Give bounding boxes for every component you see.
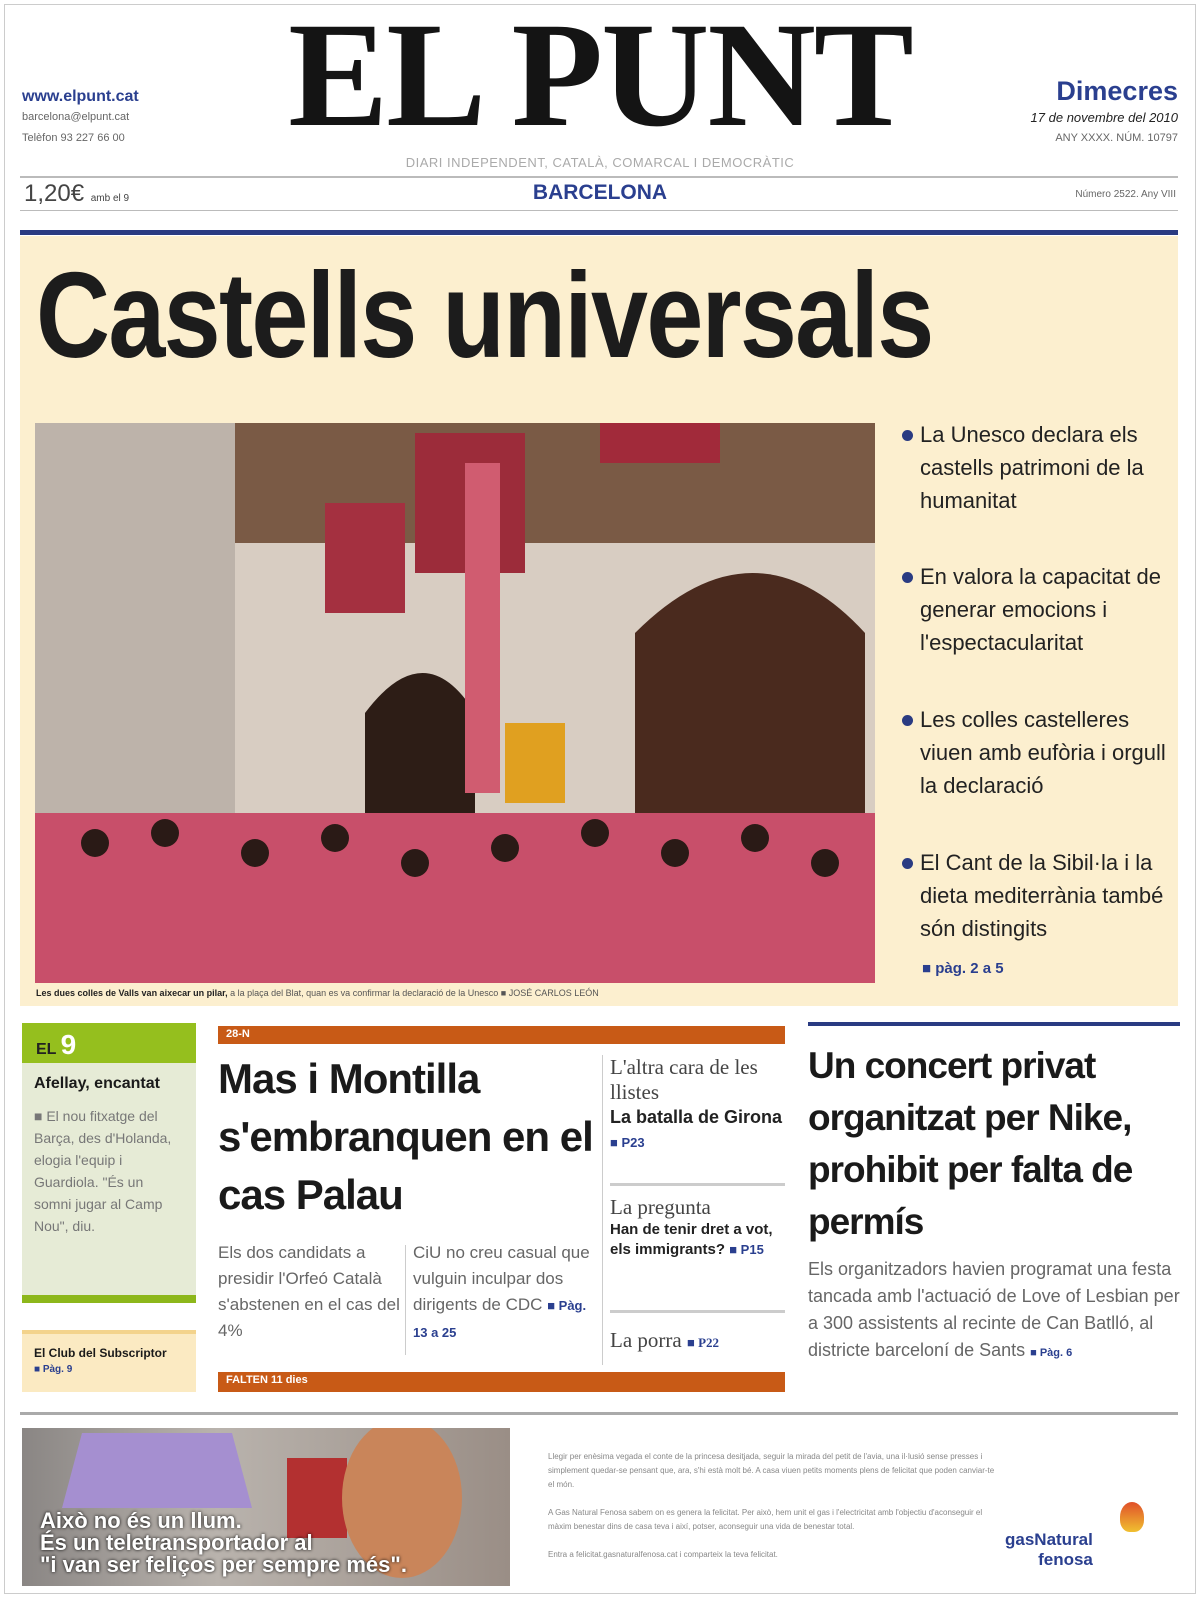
- date: 17 de novembre del 2010: [1030, 110, 1178, 125]
- nike-body: Els organitzadors havien programat una festa tancada amb l'actuació de Love of Lesbian per a 300 assistents al recinte de Can Batlló, al districte barceloní de Sants: [808, 1259, 1180, 1360]
- countdown-bar: FALTEN 11 dies: [218, 1372, 785, 1392]
- side-kicker: La porra: [610, 1328, 682, 1352]
- divider: [610, 1310, 785, 1313]
- gas-natural-logo: [1005, 1530, 1093, 1570]
- ad-slogan-1: Això no és un llum.: [40, 1508, 242, 1533]
- lead-page-ref[interactable]: ■ pàg. 2 a 5: [922, 960, 1004, 977]
- website-link[interactable]: www.elpunt.cat: [22, 88, 139, 105]
- ad-slogan: [40, 1510, 407, 1576]
- el9-box[interactable]: [22, 1023, 196, 1303]
- side-title: Han de tenir dret a vot, els immigrants?: [610, 1221, 773, 1258]
- email: barcelona@elpunt.cat: [22, 111, 130, 123]
- el9-header: [22, 1023, 196, 1063]
- side-title: La batalla de Girona: [610, 1107, 783, 1127]
- caption-text: a la plaça del Blat, quan es va confirmar la declaració de la Unesco ■: [227, 988, 507, 998]
- contact-info: [22, 86, 139, 149]
- divider: [20, 176, 1178, 178]
- issue-number: ANY XXXX. NÚM. 10797: [1055, 132, 1178, 144]
- photo-credit: JOSÉ CARLOS LEÓN: [506, 988, 599, 998]
- lead-bullet: El Cant de la Sibil·la i la dieta mediterrània també són distingits: [900, 846, 1175, 945]
- phone: Telèfon 93 227 66 00: [22, 132, 125, 144]
- politics-sub2: [413, 1240, 598, 1346]
- price: [24, 180, 129, 208]
- lead-headline[interactable]: Castells universals: [36, 247, 933, 383]
- lead-bullet: Les colles castelleres viuen amb eufòria i orgull la declaració: [900, 703, 1175, 802]
- politics-sub1: Els dos candidats a presidir l'Orfeó Català s'abstenen en el cas del 4%: [218, 1243, 400, 1340]
- side-kicker: L'altra cara de les llistes: [610, 1055, 758, 1104]
- sub2-text: CiU no creu casual que vulguin inculpar dos dirigents de CDC: [413, 1243, 590, 1314]
- ad-slogan-2: És un teletransportador al: [40, 1530, 313, 1555]
- photo-caption: [36, 988, 599, 998]
- date-info: [1031, 74, 1178, 148]
- divider: [20, 210, 1178, 211]
- politics-headline[interactable]: Mas i Montilla s'embranquen en el cas Palau: [218, 1055, 593, 1218]
- brand-line-1: gasNatural: [1005, 1530, 1093, 1549]
- caption-lead: Les dues colles de Valls van aixecar un pilar,: [36, 988, 228, 998]
- brand-line-2: fenosa: [1038, 1550, 1093, 1569]
- side-item[interactable]: [610, 1328, 785, 1355]
- divider: [20, 1412, 1178, 1415]
- ad-copy-2: A Gas Natural Fenosa sabem on es genera la felicitat. Per això, hem unit el gas i l'electricitat amb l'objectiu d'aconseguir el màxim benestar dins de casa teva i així, potser, aconseguir una vida de benestar total.: [548, 1508, 983, 1531]
- side-item[interactable]: [610, 1195, 785, 1260]
- lead-photo: [35, 423, 875, 983]
- el9-label: EL: [36, 1041, 57, 1058]
- blue-rule: [808, 1022, 1180, 1026]
- side-ref: ■ P22: [686, 1335, 720, 1350]
- column-divider: [405, 1245, 406, 1355]
- nike-ref[interactable]: ■ Pàg. 6: [1030, 1347, 1073, 1359]
- lead-bullet: En valora la capacitat de generar emocions i l'espectacularitat: [900, 560, 1175, 659]
- side-ref: ■ P23: [610, 1135, 645, 1150]
- divider: [610, 1183, 785, 1186]
- el9-headline: Afellay, encantat: [34, 1075, 160, 1092]
- lead-bullet: La Unesco declara els castells patrimoni de la humanitat: [900, 418, 1175, 517]
- nike-text: [808, 1256, 1180, 1367]
- section-28n: 28-N: [218, 1026, 785, 1044]
- side-kicker: La pregunta: [610, 1195, 711, 1219]
- tagline: DIARI INDEPENDENT, CATALÀ, COMARCAL I DEMOCRÀTIC: [405, 155, 795, 170]
- butterfly-logo-icon: [1120, 1502, 1144, 1532]
- side-item[interactable]: [610, 1055, 785, 1155]
- edition-number: Número 2522. Any VIII: [1075, 189, 1176, 200]
- sub2-ref[interactable]: ■ Pàg. 13 a 25: [413, 1298, 587, 1340]
- column-divider: [602, 1055, 603, 1365]
- club-ref: ■ Pàg. 9: [34, 1364, 73, 1375]
- ad-copy-3: Entra a felicitat.gasnaturalfenosa.cat i comparteix la teva felicitat.: [548, 1550, 778, 1559]
- blue-rule: [20, 230, 1178, 235]
- masthead-logo: EL PUNT: [288, 0, 912, 158]
- side-ref: ■ P15: [729, 1242, 764, 1257]
- club-title: El Club del Subscriptor: [34, 1346, 167, 1360]
- ad-slogan-3: "i van ser feliços per sempre més".: [40, 1552, 407, 1577]
- el9-text: ■ El nou fitxatge del Barça, des d'Holanda, elogia l'equip i Guardiola. "És un somni jugar al Camp Nou", diu.: [34, 1108, 172, 1234]
- castellers-photo: [35, 423, 875, 983]
- nike-headline[interactable]: Un concert privat organitzat per Nike, prohibit per falta de permís: [808, 1045, 1133, 1242]
- subscriber-club[interactable]: [22, 1330, 196, 1392]
- el9-number: 9: [60, 1029, 77, 1060]
- ad-copy: [548, 1450, 998, 1562]
- price-note: amb el 9: [90, 193, 130, 204]
- price-value: 1,20€: [24, 180, 85, 207]
- weekday: Dimecres: [1056, 76, 1178, 106]
- ad-copy-1: Llegir per enèsima vegada el conte de la princesa desitjada, seguir la mirada del petit de l'avia, una il·lusió sense presses i simplement quedar-se pensant que, ara, s'hi està molt bé. A casa viuen petits moments plens de felicitat que poden canviar-te el món.: [548, 1452, 995, 1489]
- edition-name: BARCELONA: [532, 181, 668, 204]
